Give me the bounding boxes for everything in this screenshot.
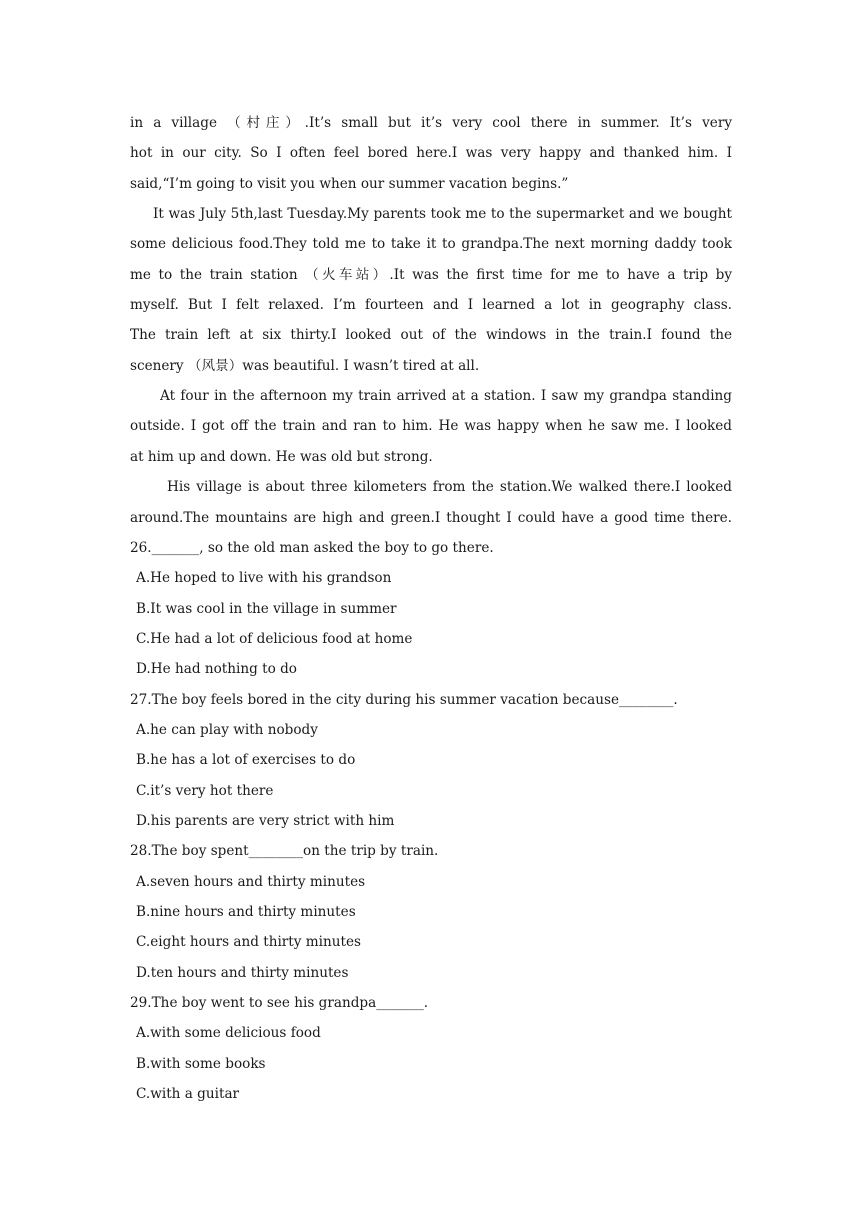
answer-option: B.It was cool in the village in summer [136,601,397,617]
passage-line: myself. But I felt relaxed. I’m fourteen and I learned a lot in geography class. [130,297,732,313]
question-stem: 26._______, so the old man asked the boy to go there. [130,540,494,556]
passage-line: said,“I’m going to visit you when our summer vacation begins.” [130,176,569,192]
question-stem: 29.The boy went to see his grandpa_______. [130,995,429,1011]
answer-option: B.with some books [136,1056,266,1072]
passage-line: some delicious food.They told me to take it to grandpa.The next morning daddy took [130,236,732,252]
answer-option: D.his parents are very strict with him [136,813,395,829]
answer-option: B.he has a lot of exercises to do [136,752,356,768]
answer-option: B.nine hours and thirty minutes [136,904,356,920]
passage-line: around.The mountains are high and green.I thought I could have a good time there. [130,510,732,526]
answer-option: C.eight hours and thirty minutes [136,934,362,950]
answer-option: A.with some delicious food [136,1025,321,1041]
passage-line: at him up and down. He was old but strong. [130,449,433,465]
question-stem: 28.The boy spent________on the trip by train. [130,843,439,859]
answer-option: C.He had a lot of delicious food at home [136,631,413,647]
answer-option: A.he can play with nobody [136,722,318,738]
answer-option: D.He had nothing to do [136,661,297,677]
question-stem: 27.The boy feels bored in the city during his summer vacation because________. [130,692,678,708]
answer-option: C.it’s very hot there [136,783,274,799]
passage-line: hot in our city. So I often feel bored here.I was very happy and thanked him. I [130,145,732,161]
passage-line: outside. I got off the train and ran to him. He was happy when he saw me. I looked [130,418,732,434]
passage-line: It was July 5th,last Tuesday.My parents took me to the supermarket and we bought [153,206,732,222]
passage-line: At four in the afternoon my train arrived at a station. I saw my grandpa standing [160,388,732,404]
passage-line: me to the train station （火车站）.It was the first time for me to have a trip by [130,267,732,283]
passage-line: The train left at six thirty.I looked out of the windows in the train.I found the [130,327,732,343]
answer-option: C.with a guitar [136,1086,240,1102]
answer-option: A.He hoped to live with his grandson [136,570,392,586]
passage-line: in a village （村庄）.It’s small but it’s very cool there in summer. It’s very [130,115,732,131]
passage-line: scenery （风景）was beautiful. I wasn’t tired at all. [130,358,480,374]
passage-line: His village is about three kilometers from the station.We walked there.I looked [167,479,732,495]
answer-option: A.seven hours and thirty minutes [136,874,366,890]
answer-option: D.ten hours and thirty minutes [136,965,349,981]
